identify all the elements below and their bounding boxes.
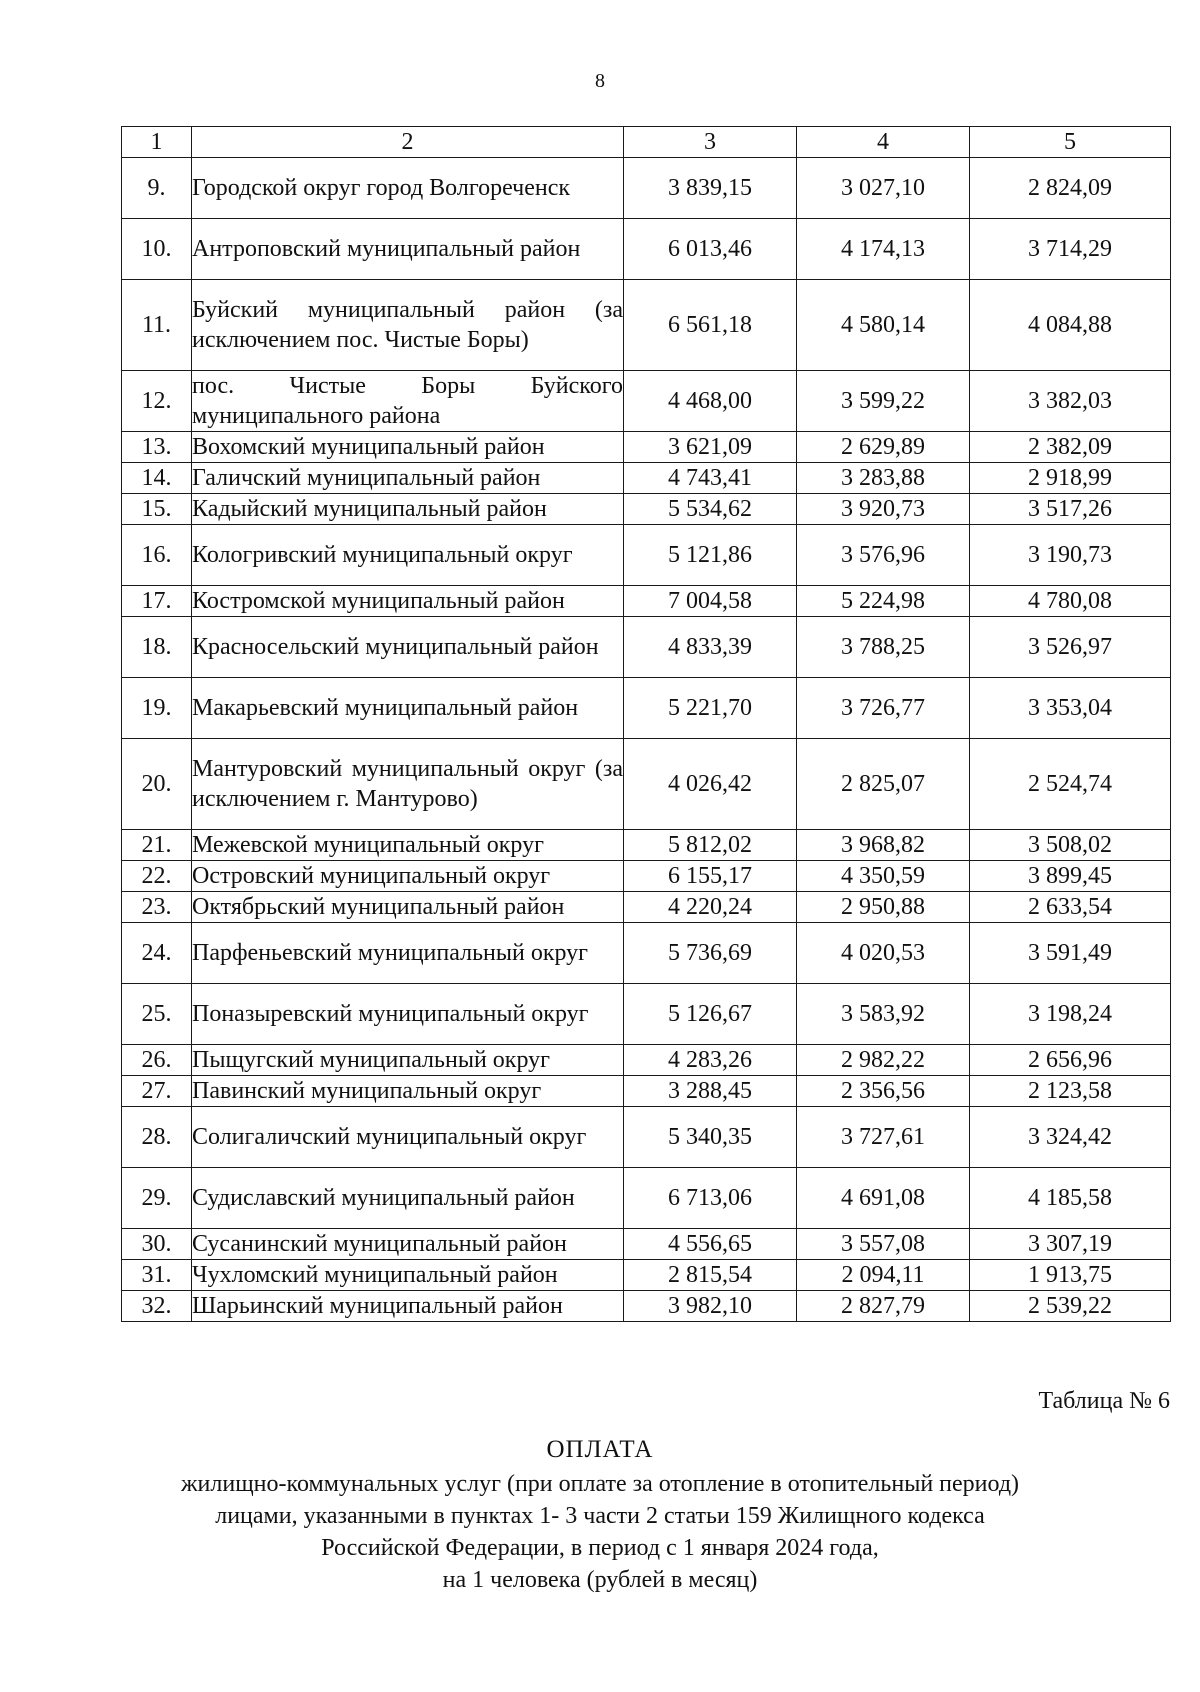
value-col-3: 4 026,42 [624, 739, 797, 830]
value-col-3: 5 340,35 [624, 1107, 797, 1168]
header-col-2: 2 [192, 127, 624, 158]
value-col-4: 5 224,98 [797, 586, 970, 617]
value-col-4: 4 350,59 [797, 861, 970, 892]
table-row [122, 1260, 1171, 1291]
value-col-4: 2 356,56 [797, 1076, 970, 1107]
district-name-text: Судиславский муниципальный район [192, 1185, 575, 1211]
table-row [122, 463, 1171, 494]
value-col-5: 2 918,99 [970, 463, 1171, 494]
district-name [192, 892, 624, 923]
table-row [122, 678, 1171, 739]
value-col-3: 3 288,45 [624, 1076, 797, 1107]
value-col-4: 2 629,89 [797, 432, 970, 463]
district-name-text: Шарьинский муниципальный район [192, 1293, 563, 1319]
value-col-3: 7 004,58 [624, 586, 797, 617]
table-row [122, 432, 1171, 463]
value-col-4: 2 825,07 [797, 739, 970, 830]
value-col-3: 4 743,41 [624, 463, 797, 494]
value-col-5: 2 656,96 [970, 1045, 1171, 1076]
district-name-text: Островский муниципальный округ [192, 863, 551, 889]
row-number: 15. [122, 494, 192, 525]
value-col-4: 4 020,53 [797, 923, 970, 984]
row-number: 22. [122, 861, 192, 892]
district-name [192, 158, 624, 219]
value-col-5: 3 517,26 [970, 494, 1171, 525]
row-number: 9. [122, 158, 192, 219]
value-col-4: 3 557,08 [797, 1229, 970, 1260]
table-row [122, 1291, 1171, 1322]
header-col-1: 1 [122, 127, 192, 158]
row-number: 27. [122, 1076, 192, 1107]
district-name [192, 586, 624, 617]
value-col-3: 5 736,69 [624, 923, 797, 984]
value-col-3: 4 833,39 [624, 617, 797, 678]
row-number: 12. [122, 371, 192, 432]
row-number: 28. [122, 1107, 192, 1168]
value-col-5: 4 185,58 [970, 1168, 1171, 1229]
district-name-text: Солигаличский муниципальный округ [192, 1124, 587, 1150]
district-name-text: Вохомский муниципальный район [192, 434, 545, 460]
row-number: 10. [122, 219, 192, 280]
district-name-text: Октябрьский муниципальный район [192, 894, 565, 920]
row-number: 20. [122, 739, 192, 830]
value-col-3: 5 221,70 [624, 678, 797, 739]
value-col-5: 2 123,58 [970, 1076, 1171, 1107]
value-col-5: 3 353,04 [970, 678, 1171, 739]
value-col-3: 2 815,54 [624, 1260, 797, 1291]
table-header [122, 127, 1171, 158]
table-row [122, 1229, 1171, 1260]
value-col-5: 3 714,29 [970, 219, 1171, 280]
table-row [122, 739, 1171, 830]
table-row [122, 892, 1171, 923]
value-col-3: 4 556,65 [624, 1229, 797, 1260]
district-name [192, 617, 624, 678]
district-name-text: Сусанинский муниципальный район [192, 1231, 567, 1257]
value-col-4: 3 920,73 [797, 494, 970, 525]
table-label: Таблица № 6 [1038, 1388, 1170, 1414]
table-row [122, 1076, 1171, 1107]
value-col-5: 3 324,42 [970, 1107, 1171, 1168]
value-col-3: 6 713,06 [624, 1168, 797, 1229]
row-number: 25. [122, 984, 192, 1045]
district-name-text: Пыщугский муниципальный округ [192, 1047, 550, 1073]
value-col-4: 2 950,88 [797, 892, 970, 923]
row-number: 26. [122, 1045, 192, 1076]
value-col-3: 4 220,24 [624, 892, 797, 923]
value-col-5: 2 539,22 [970, 1291, 1171, 1322]
value-col-5: 3 526,97 [970, 617, 1171, 678]
district-name-text: Городской округ город Волгореченск [192, 175, 571, 201]
value-col-3: 3 621,09 [624, 432, 797, 463]
value-col-4: 2 982,22 [797, 1045, 970, 1076]
district-name [192, 984, 624, 1045]
district-name [192, 432, 624, 463]
value-col-3: 3 982,10 [624, 1291, 797, 1322]
value-col-5: 2 824,09 [970, 158, 1171, 219]
table-row [122, 984, 1171, 1045]
row-number: 32. [122, 1291, 192, 1322]
section-subtitle [0, 1468, 1200, 1596]
row-number: 18. [122, 617, 192, 678]
table-row [122, 219, 1171, 280]
row-number: 29. [122, 1168, 192, 1229]
value-col-3: 5 812,02 [624, 830, 797, 861]
value-col-3: 6 561,18 [624, 280, 797, 371]
district-name [192, 1076, 624, 1107]
value-col-5: 3 899,45 [970, 861, 1171, 892]
row-number: 13. [122, 432, 192, 463]
value-col-5: 3 508,02 [970, 830, 1171, 861]
table-row [122, 861, 1171, 892]
district-name [192, 678, 624, 739]
value-col-4: 2 827,79 [797, 1291, 970, 1322]
table-row [122, 1107, 1171, 1168]
district-name [192, 1291, 624, 1322]
value-col-4: 3 727,61 [797, 1107, 970, 1168]
value-col-3: 3 839,15 [624, 158, 797, 219]
value-col-3: 6 155,17 [624, 861, 797, 892]
table-row [122, 494, 1171, 525]
district-name-text: Межевской муниципальный округ [192, 832, 544, 858]
district-name [192, 923, 624, 984]
district-name-text: Макарьевский муниципальный район [192, 695, 579, 721]
value-col-5: 4 780,08 [970, 586, 1171, 617]
table-row [122, 617, 1171, 678]
value-col-4: 3 027,10 [797, 158, 970, 219]
payment-table [121, 126, 1171, 1322]
district-name [192, 739, 624, 830]
value-col-4: 3 583,92 [797, 984, 970, 1045]
row-number: 19. [122, 678, 192, 739]
district-name-text: Галичский муниципальный район [192, 465, 541, 491]
value-col-5: 1 913,75 [970, 1260, 1171, 1291]
table-row [122, 525, 1171, 586]
table-row [122, 158, 1171, 219]
value-col-3: 6 013,46 [624, 219, 797, 280]
value-col-3: 5 534,62 [624, 494, 797, 525]
district-name [192, 861, 624, 892]
district-name-text: Костромской муниципальный район [192, 588, 565, 614]
subtitle-line: на 1 человека (рублей в месяц) [442, 1567, 758, 1593]
district-name-text: Чухломский муниципальный район [192, 1262, 558, 1288]
district-name-text: Антроповский муниципальный район [192, 236, 581, 262]
district-name [192, 525, 624, 586]
value-col-3: 4 468,00 [624, 371, 797, 432]
value-col-4: 3 283,88 [797, 463, 970, 494]
table-row [122, 1045, 1171, 1076]
district-name [192, 280, 624, 371]
table-body [122, 158, 1171, 1322]
value-col-3: 5 126,67 [624, 984, 797, 1045]
value-col-5: 2 382,09 [970, 432, 1171, 463]
subtitle-line: Российской Федерации, в период с 1 января 2024 года, [321, 1535, 879, 1561]
row-number: 31. [122, 1260, 192, 1291]
district-name [192, 371, 624, 432]
district-name [192, 1107, 624, 1168]
district-name [192, 1168, 624, 1229]
district-name-text: Парфеньевский муниципальный округ [192, 940, 589, 966]
subtitle-line: жилищно-коммунальных услуг (при оплате за отопление в отопительный период) [180, 1471, 1020, 1497]
district-name-text: Буйский муниципальный район (за исключением пос. Чистые Боры) [192, 297, 623, 353]
subtitle-line: лицами, указанными в пунктах 1- 3 части 2 статьи 159 Жилищного кодекса [215, 1503, 985, 1529]
district-name [192, 1229, 624, 1260]
row-number: 17. [122, 586, 192, 617]
value-col-4: 3 576,96 [797, 525, 970, 586]
value-col-5: 2 633,54 [970, 892, 1171, 923]
table-row [122, 830, 1171, 861]
district-name-text: Поназыревский муниципальный округ [192, 1001, 589, 1027]
row-number: 24. [122, 923, 192, 984]
table-row [122, 1168, 1171, 1229]
section-title: ОПЛАТА [546, 1436, 654, 1463]
district-name [192, 463, 624, 494]
value-col-4: 3 968,82 [797, 830, 970, 861]
row-number: 23. [122, 892, 192, 923]
district-name [192, 1260, 624, 1291]
value-col-4: 3 599,22 [797, 371, 970, 432]
row-number: 11. [122, 280, 192, 371]
value-col-3: 5 121,86 [624, 525, 797, 586]
district-name-text: Кадыйский муниципальный район [192, 496, 547, 522]
table-row [122, 371, 1171, 432]
value-col-5: 3 382,03 [970, 371, 1171, 432]
row-number: 30. [122, 1229, 192, 1260]
header-col-5: 5 [970, 127, 1171, 158]
district-name-text: Павинский муниципальный округ [192, 1078, 542, 1104]
district-name-text: пос. Чистые Боры Буйского муниципального района [192, 373, 623, 429]
value-col-5: 3 198,24 [970, 984, 1171, 1045]
value-col-5: 4 084,88 [970, 280, 1171, 371]
value-col-4: 2 094,11 [797, 1260, 970, 1291]
header-col-3: 3 [624, 127, 797, 158]
value-col-4: 4 174,13 [797, 219, 970, 280]
value-col-5: 2 524,74 [970, 739, 1171, 830]
district-name-text: Кологривский муниципальный округ [192, 542, 573, 568]
value-col-3: 4 283,26 [624, 1045, 797, 1076]
value-col-5: 3 190,73 [970, 525, 1171, 586]
header-col-4: 4 [797, 127, 970, 158]
page-number: 8 [595, 70, 605, 92]
table-row [122, 923, 1171, 984]
value-col-5: 3 307,19 [970, 1229, 1171, 1260]
district-name [192, 494, 624, 525]
district-name-text: Мантуровский муниципальный округ (за исключением г. Мантурово) [192, 756, 623, 812]
row-number: 16. [122, 525, 192, 586]
value-col-5: 3 591,49 [970, 923, 1171, 984]
district-name [192, 219, 624, 280]
row-number: 21. [122, 830, 192, 861]
value-col-4: 4 691,08 [797, 1168, 970, 1229]
district-name-text: Красносельский муниципальный район [192, 634, 599, 660]
district-name [192, 830, 624, 861]
value-col-4: 4 580,14 [797, 280, 970, 371]
district-name [192, 1045, 624, 1076]
table-row [122, 280, 1171, 371]
table-row [122, 586, 1171, 617]
value-col-4: 3 788,25 [797, 617, 970, 678]
value-col-4: 3 726,77 [797, 678, 970, 739]
row-number: 14. [122, 463, 192, 494]
